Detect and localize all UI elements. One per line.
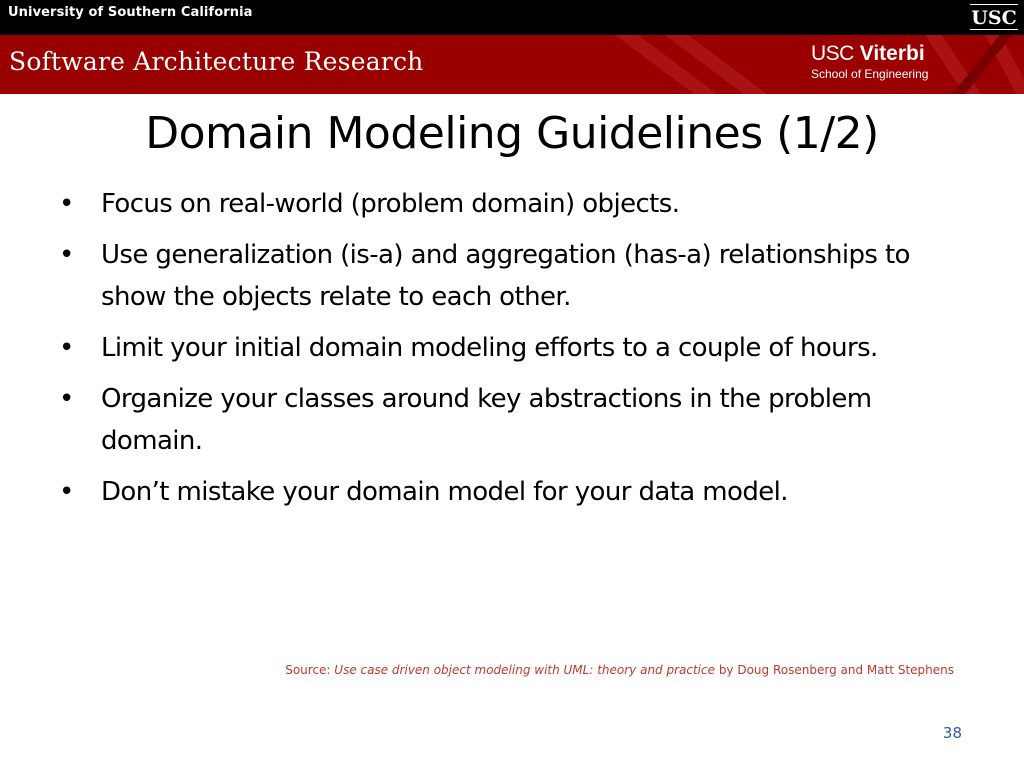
usc-logo: USC bbox=[970, 4, 1018, 30]
bullet-text: Use generalization (is-a) and aggregation (has-a) relationships to show the objects relate to each other. bbox=[101, 240, 910, 312]
bullet-text: Limit your initial domain modeling efforts to a couple of hours. bbox=[101, 333, 878, 363]
viterbi-usc-text: USC bbox=[811, 42, 854, 65]
bullet-dot-icon: • bbox=[59, 189, 74, 219]
bullet-item bbox=[57, 234, 977, 318]
lab-banner bbox=[0, 35, 1024, 94]
bullet-item bbox=[57, 471, 977, 513]
school-name: School of Engineering bbox=[811, 67, 929, 81]
viterbi-logo bbox=[811, 42, 951, 88]
source-authors: by Doug Rosenberg and Matt Stephens bbox=[715, 663, 954, 677]
top-bar bbox=[0, 0, 1024, 35]
source-title: Use case driven object modeling with UML: theory and practice bbox=[334, 663, 715, 677]
bullet-dot-icon: • bbox=[59, 333, 74, 363]
viterbi-name-text: Viterbi bbox=[859, 42, 925, 65]
bullet-item bbox=[57, 183, 977, 225]
bullet-list bbox=[57, 183, 977, 522]
bullet-dot-icon: • bbox=[59, 240, 74, 270]
bullet-text: Focus on real-world (problem domain) objects. bbox=[101, 189, 680, 219]
source-citation bbox=[285, 663, 954, 677]
bullet-dot-icon: • bbox=[59, 477, 74, 507]
source-prefix: Source: bbox=[285, 663, 335, 677]
bullet-item bbox=[57, 378, 977, 462]
bullet-text: Don’t mistake your domain model for your data model. bbox=[101, 477, 788, 507]
slide-title: Domain Modeling Guidelines (1/2) bbox=[145, 108, 879, 159]
bullet-text: Organize your classes around key abstractions in the problem domain. bbox=[101, 384, 872, 456]
bullet-dot-icon: • bbox=[59, 384, 74, 414]
lab-name: Software Architecture Research bbox=[9, 47, 424, 76]
bullet-item bbox=[57, 327, 977, 369]
university-name: University of Southern California bbox=[8, 5, 253, 20]
page-number: 38 bbox=[942, 724, 962, 742]
